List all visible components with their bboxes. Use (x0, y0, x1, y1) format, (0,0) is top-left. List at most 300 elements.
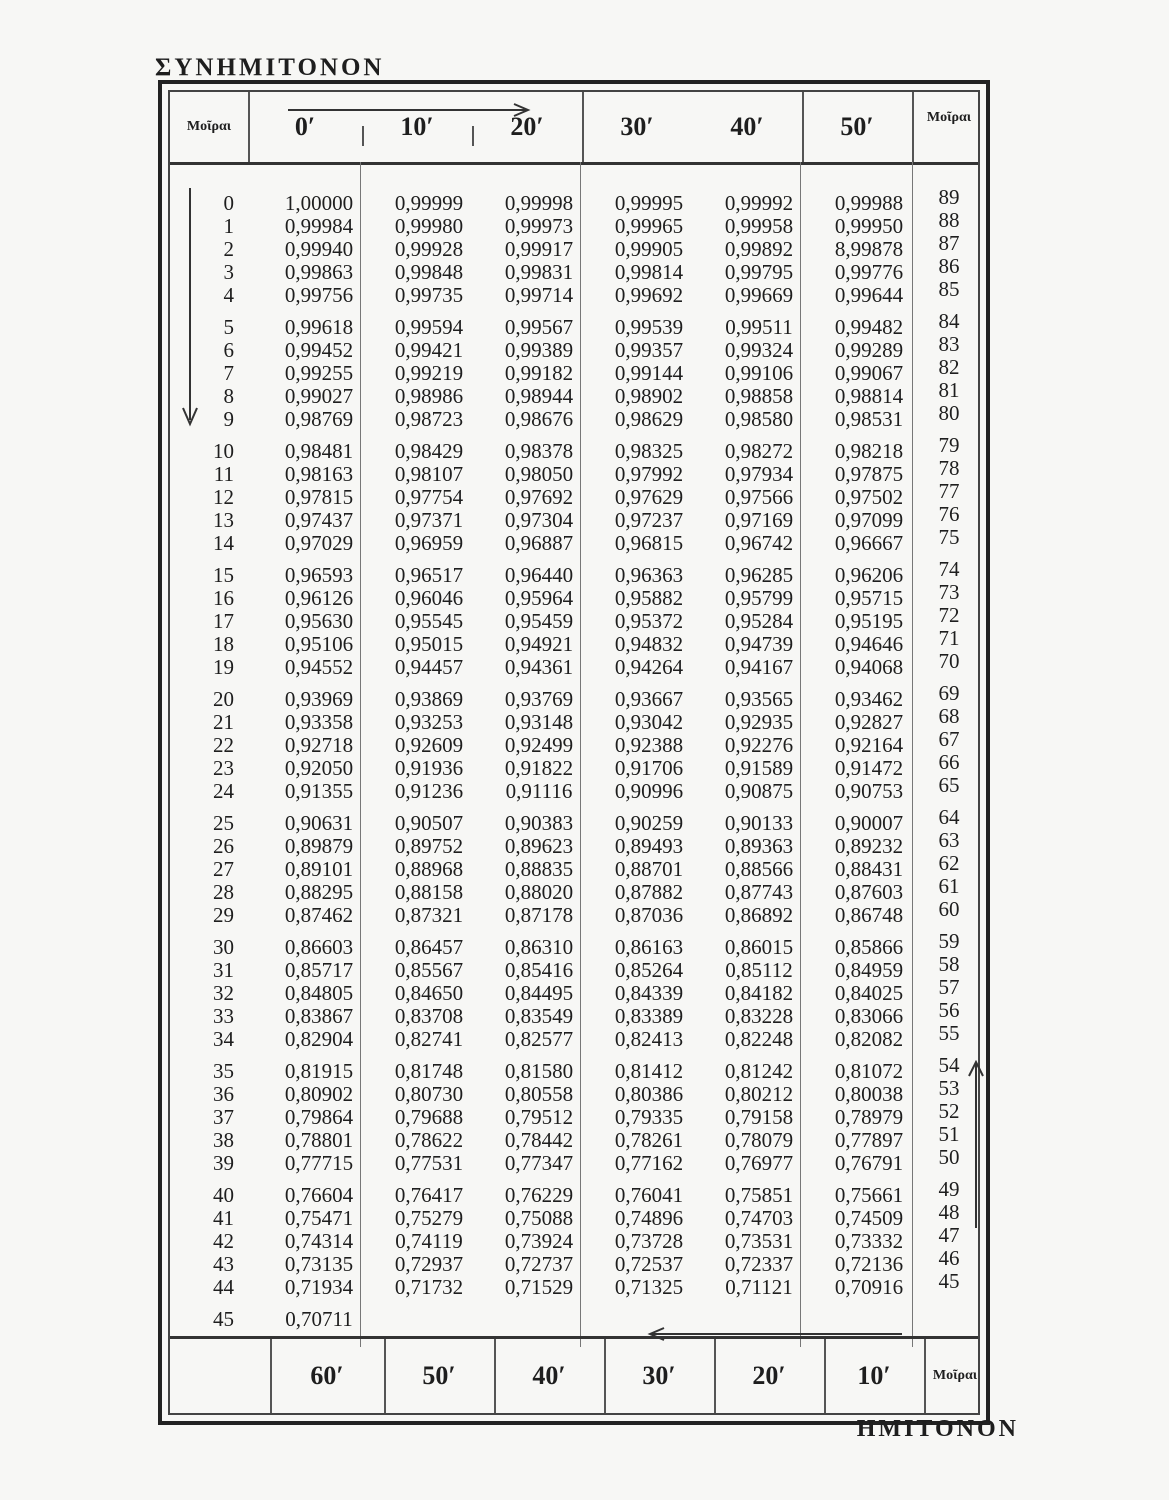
complement-degree-cell: 83 (938, 332, 960, 356)
value-cell: 0,90507 (394, 811, 464, 835)
value-cell: 0,94068 (834, 655, 904, 679)
value-cell: 0,83389 (614, 1004, 684, 1028)
value-cell: 0,81748 (394, 1059, 464, 1083)
value-cell: 0,90259 (614, 811, 684, 835)
value-cell: 0,88431 (834, 857, 904, 881)
value-cell: 0,96206 (834, 563, 904, 587)
value-cell: 0,86163 (614, 935, 684, 959)
value-cell: 0,99995 (614, 191, 684, 215)
table-row (170, 1145, 978, 1175)
value-cell: 0,98769 (284, 407, 354, 431)
value-cell: 0,99950 (834, 214, 904, 238)
header-divider (472, 126, 474, 146)
table-row (170, 704, 978, 734)
value-cell: 0,76604 (284, 1183, 354, 1207)
value-cell: 0,90875 (724, 779, 794, 803)
degree-cell: 33 (213, 1004, 234, 1028)
table-header (170, 92, 978, 165)
value-cell: 0,93565 (724, 687, 794, 711)
value-cell: 0,82577 (504, 1027, 574, 1051)
header-col-10: 10′ (400, 112, 434, 141)
value-cell: 0,91822 (504, 756, 574, 780)
value-cell: 0,84805 (284, 981, 354, 1005)
value-cell: 0,99940 (284, 237, 354, 261)
value-cell: 0,84650 (394, 981, 464, 1005)
footer-col-50: 50′ (422, 1361, 456, 1390)
value-cell: 0,77897 (834, 1128, 904, 1152)
complement-degree-cell: 71 (938, 626, 960, 650)
table-row (170, 1053, 978, 1083)
value-cell: 0,92276 (724, 733, 794, 757)
cosine-title: ΣΥΝΗΜΙΤΟΝΟΝ (155, 54, 385, 81)
value-cell: 0,76041 (614, 1183, 684, 1207)
value-cell: 0,71325 (614, 1275, 684, 1299)
footer-divider (924, 1339, 926, 1413)
value-cell: 0,94167 (724, 655, 794, 679)
table-row (170, 456, 978, 486)
complement-degree-cell: 54 (938, 1053, 960, 1077)
value-cell: 0,77715 (284, 1151, 354, 1175)
value-cell: 0,76791 (834, 1151, 904, 1175)
value-cell: 0,99389 (504, 338, 574, 362)
value-cell: 0,98580 (724, 407, 794, 431)
value-cell: 0,78442 (504, 1128, 574, 1152)
degree-cell: 13 (213, 508, 234, 532)
complement-degree-cell: 73 (938, 580, 960, 604)
value-cell: 0,99324 (724, 338, 794, 362)
table-row (170, 580, 978, 610)
degree-cell: 41 (213, 1206, 234, 1230)
complement-degree-cell: 85 (938, 277, 960, 301)
complement-degree-cell: 64 (938, 805, 960, 829)
value-cell: 0,95882 (614, 586, 684, 610)
value-cell: 0,99795 (724, 260, 794, 284)
value-cell: 0,83066 (834, 1004, 904, 1028)
value-cell: 0,72136 (834, 1252, 904, 1276)
value-cell: 0,99357 (614, 338, 684, 362)
value-cell: 0,89363 (724, 834, 794, 858)
value-cell: 0,97692 (504, 485, 574, 509)
value-cell: 0,86310 (504, 935, 574, 959)
value-cell: 0,75279 (394, 1206, 464, 1230)
value-cell: 0,99776 (834, 260, 904, 284)
value-cell: 0,73924 (504, 1229, 574, 1253)
header-col-20: 20′ (510, 112, 544, 141)
value-cell: 0,71121 (725, 1275, 793, 1299)
value-cell: 0,99594 (394, 315, 464, 339)
value-cell: 0,86603 (284, 935, 354, 959)
value-cell: 0,77162 (614, 1151, 684, 1175)
value-cell: 0,87603 (834, 880, 904, 904)
value-cell: 0,98531 (834, 407, 904, 431)
value-cell (374, 1308, 484, 1331)
degree-cell: 43 (213, 1252, 234, 1276)
value-cell: 0,81242 (724, 1059, 794, 1083)
value-cell: 0,99692 (614, 283, 684, 307)
footer-divider (494, 1339, 496, 1413)
value-cell: 0,75851 (724, 1183, 794, 1207)
value-cell: 0,85264 (614, 958, 684, 982)
value-cell: 0,98481 (284, 439, 354, 463)
degree-cell: 14 (213, 531, 234, 555)
degree-cell: 16 (213, 586, 234, 610)
value-cell: 0,88295 (284, 880, 354, 904)
table-row (170, 502, 978, 532)
table-row (170, 1076, 978, 1106)
value-cell: 0,95195 (834, 609, 904, 633)
table-row (170, 309, 978, 339)
value-cell: 0,98429 (394, 439, 464, 463)
value-cell: 0,83867 (284, 1004, 354, 1028)
value-cell: 0,95715 (834, 586, 904, 610)
value-cell: 0,91236 (394, 779, 464, 803)
value-cell: 0,79688 (394, 1105, 464, 1129)
complement-degree-cell: 59 (938, 929, 960, 953)
degree-cell: 21 (213, 710, 234, 734)
footer-col-10: 10′ (857, 1361, 891, 1390)
table-row (170, 1269, 978, 1299)
value-cell: 0,88566 (724, 857, 794, 881)
table-row (170, 525, 978, 555)
value-cell: 0,98986 (394, 384, 464, 408)
degree-cell: 11 (213, 462, 234, 486)
value-cell: 0,96959 (394, 531, 464, 555)
value-cell: 0,89879 (284, 834, 354, 858)
degree-cell: 22 (213, 733, 234, 757)
value-cell: 0,97099 (834, 508, 904, 532)
value-cell: 0,87321 (394, 903, 464, 927)
degree-cell: 29 (213, 903, 234, 927)
value-cell: 0,96742 (724, 531, 794, 555)
degree-cell: 35 (213, 1059, 234, 1083)
value-cell: 0,98902 (614, 384, 684, 408)
value-cell: 0,79335 (614, 1105, 684, 1129)
value-cell: 0,85567 (394, 958, 464, 982)
complement-degree-cell: 89 (938, 185, 960, 209)
value-cell: 0,80038 (834, 1082, 904, 1106)
value-cell: 0,85416 (504, 958, 574, 982)
value-cell: 0,99814 (614, 260, 684, 284)
value-cell: 0,98944 (504, 384, 574, 408)
value-cell: 0,82248 (724, 1027, 794, 1051)
value-cell: 8,99878 (834, 237, 904, 261)
table-row (170, 851, 978, 881)
value-cell: 0,72537 (614, 1252, 684, 1276)
table-row (170, 433, 978, 463)
header-moirai-right: Μοῖραι (926, 110, 972, 125)
value-cell: 0,99644 (834, 283, 904, 307)
value-cell: 0,93253 (394, 710, 464, 734)
value-cell: 0,73135 (284, 1252, 354, 1276)
table-row (170, 401, 978, 431)
value-cell: 0,87462 (284, 903, 354, 927)
complement-degree-cell: 45 (938, 1269, 960, 1293)
value-cell: 0,90631 (284, 811, 354, 835)
complement-degree-cell: 80 (938, 401, 960, 425)
value-cell: 0,95284 (724, 609, 794, 633)
header-col-30: 30′ (620, 112, 654, 141)
value-cell: 0,74896 (614, 1206, 684, 1230)
table-row (170, 603, 978, 633)
value-cell: 0,91472 (834, 756, 904, 780)
value-cell: 0,92388 (614, 733, 684, 757)
value-cell: 0,84959 (834, 958, 904, 982)
complement-degree-cell: 72 (938, 603, 960, 627)
value-cell: 0,94264 (614, 655, 684, 679)
degree-cell: 3 (223, 260, 234, 284)
value-cell: 0,98858 (724, 384, 794, 408)
degree-cell: 39 (213, 1151, 234, 1175)
value-cell: 0,93667 (614, 687, 684, 711)
value-cell: 0,99027 (284, 384, 354, 408)
degree-cell: 8 (223, 384, 234, 408)
value-cell: 0,98163 (284, 462, 354, 486)
value-cell: 0,99421 (394, 338, 464, 362)
value-cell: 0,98107 (394, 462, 464, 486)
table-row (170, 1246, 978, 1276)
value-cell: 0,75471 (284, 1206, 354, 1230)
value-cell: 0,98050 (504, 462, 574, 486)
value-cell: 0,78261 (614, 1128, 684, 1152)
value-cell: 0,96440 (504, 563, 574, 587)
value-cell: 0,94832 (614, 632, 684, 656)
degree-cell: 1 (223, 214, 234, 238)
value-cell: 0,99669 (724, 283, 794, 307)
table-row (170, 332, 978, 362)
footer-divider (714, 1339, 716, 1413)
value-cell: 0,76417 (394, 1183, 464, 1207)
value-cell: 0,81915 (284, 1059, 354, 1083)
value-cell: 0,98676 (504, 407, 574, 431)
degree-cell: 28 (213, 880, 234, 904)
value-cell: 0,72337 (724, 1252, 794, 1276)
value-cell: 0,81412 (614, 1059, 684, 1083)
footer-moirai: Μοῖραι (932, 1368, 978, 1383)
value-cell: 0,70711 (285, 1307, 353, 1331)
value-cell: 0,99289 (834, 338, 904, 362)
value-cell: 1,00000 (284, 191, 354, 215)
degree-cell: 38 (213, 1128, 234, 1152)
value-cell: 0,95545 (394, 609, 464, 633)
value-cell: 0,88158 (394, 880, 464, 904)
value-cell: 0,79864 (284, 1105, 354, 1129)
table-row (170, 1122, 978, 1152)
value-cell: 0,96126 (284, 586, 354, 610)
degree-cell: 20 (213, 687, 234, 711)
value-cell: 0,74314 (284, 1229, 354, 1253)
value-cell: 0,97502 (834, 485, 904, 509)
value-cell: 0,87882 (614, 880, 684, 904)
degree-cell: 44 (213, 1275, 234, 1299)
value-cell: 0,97371 (394, 508, 464, 532)
complement-degree-cell: 82 (938, 355, 960, 379)
table-row (170, 1021, 978, 1051)
degree-cell: 9 (223, 407, 234, 431)
footer-divider (270, 1339, 272, 1413)
degree-cell: 42 (213, 1229, 234, 1253)
value-cell: 0,99144 (614, 361, 684, 385)
table-row (170, 355, 978, 385)
table-row (170, 750, 978, 780)
header-col-0: 0′ (294, 112, 316, 141)
table-row (170, 254, 978, 284)
complement-degree-cell: 52 (938, 1099, 960, 1123)
value-cell: 0,99999 (394, 191, 464, 215)
value-cell: 0,90996 (614, 779, 684, 803)
complement-degree-cell: 55 (938, 1021, 960, 1045)
value-cell: 0,84495 (504, 981, 574, 1005)
value-cell: 0,90383 (504, 811, 574, 835)
value-cell: 0,92609 (394, 733, 464, 757)
degree-cell: 30 (213, 935, 234, 959)
degree-cell: 25 (213, 811, 234, 835)
value-cell: 0,95630 (284, 609, 354, 633)
value-cell: 0,82904 (284, 1027, 354, 1051)
value-cell: 0,94921 (504, 632, 574, 656)
complement-degree-cell: 61 (938, 874, 960, 898)
complement-degree-cell: 87 (938, 231, 960, 255)
value-cell: 0,92827 (834, 710, 904, 734)
value-cell: 0,87178 (504, 903, 574, 927)
value-cell: 0,99965 (614, 214, 684, 238)
complement-degree-cell: 88 (938, 208, 960, 232)
table-row (170, 681, 978, 711)
value-cell: 0,70916 (834, 1275, 904, 1299)
value-cell: 0,99219 (394, 361, 464, 385)
degree-cell: 45 (213, 1307, 234, 1331)
table-inner (168, 90, 980, 1415)
value-cell: 0,96593 (284, 563, 354, 587)
value-cell: 0,77347 (504, 1151, 574, 1175)
footer-divider (824, 1339, 826, 1413)
complement-degree-cell: 77 (938, 479, 960, 503)
value-cell: 0,99892 (724, 237, 794, 261)
value-cell: 0,98272 (724, 439, 794, 463)
value-cell: 0,99905 (614, 237, 684, 261)
complement-degree-cell: 57 (938, 975, 960, 999)
value-cell: 0,97029 (284, 531, 354, 555)
value-cell: 0,99511 (725, 315, 793, 339)
table-row (170, 828, 978, 858)
degree-cell: 4 (223, 283, 234, 307)
complement-degree-cell: 48 (938, 1200, 960, 1224)
value-cell: 0,96285 (724, 563, 794, 587)
complement-degree-cell: 79 (938, 433, 960, 457)
value-cell: 0,99984 (284, 214, 354, 238)
table-row (170, 773, 978, 803)
complement-degree-cell: 74 (938, 557, 960, 581)
value-cell: 0,96667 (834, 531, 904, 555)
value-cell: 0,78979 (834, 1105, 904, 1129)
value-cell: 0,98378 (504, 439, 574, 463)
value-cell: 0,99980 (394, 214, 464, 238)
value-cell: 0,98814 (834, 384, 904, 408)
value-cell: 0,82082 (834, 1027, 904, 1051)
value-cell: 0,93869 (394, 687, 464, 711)
value-cell: 0,99973 (504, 214, 574, 238)
degree-cell: 15 (213, 563, 234, 587)
value-cell: 0,95372 (614, 609, 684, 633)
value-cell: 0,72937 (394, 1252, 464, 1276)
value-cell: 0,94361 (504, 655, 574, 679)
complement-degree-cell: 67 (938, 727, 960, 751)
value-cell: 0,97169 (724, 508, 794, 532)
value-cell: 0,85112 (725, 958, 793, 982)
value-cell: 0,97437 (284, 508, 354, 532)
value-cell: 0,91706 (614, 756, 684, 780)
value-cell: 0,94552 (284, 655, 354, 679)
value-cell: 0,99482 (834, 315, 904, 339)
table-row (170, 557, 978, 587)
complement-degree-cell: 62 (938, 851, 960, 875)
value-cell: 0,91589 (724, 756, 794, 780)
value-cell: 0,73531 (724, 1229, 794, 1253)
complement-degree-cell: 65 (938, 773, 960, 797)
value-cell: 0,74119 (395, 1229, 463, 1253)
table-row (170, 952, 978, 982)
complement-degree-cell: 53 (938, 1076, 960, 1100)
value-cell: 0,97992 (614, 462, 684, 486)
complement-degree-cell: 60 (938, 897, 960, 921)
value-cell: 0,88968 (394, 857, 464, 881)
value-cell: 0,99831 (504, 260, 574, 284)
footer-col-30: 30′ (642, 1361, 676, 1390)
complement-degree-cell: 49 (938, 1177, 960, 1201)
footer-divider (384, 1339, 386, 1413)
value-cell: 0,88020 (504, 880, 574, 904)
table-row (170, 929, 978, 959)
value-cell: 0,99998 (504, 191, 574, 215)
value-cell: 0,97754 (394, 485, 464, 509)
value-cell: 0,99756 (284, 283, 354, 307)
value-cell: 0,91116 (505, 779, 573, 803)
degree-cell: 27 (213, 857, 234, 881)
degree-cell: 34 (213, 1027, 234, 1051)
degree-cell: 2 (223, 237, 234, 261)
value-cell: 0,76229 (504, 1183, 574, 1207)
value-cell: 0,97629 (614, 485, 684, 509)
complement-degree-cell: 84 (938, 309, 960, 333)
complement-degree-cell: 51 (938, 1122, 960, 1146)
value-cell: 0,95964 (504, 586, 574, 610)
table-row (170, 649, 978, 679)
degree-cell: 6 (223, 338, 234, 362)
value-cell: 0,95459 (504, 609, 574, 633)
value-cell: 0,84025 (834, 981, 904, 1005)
value-cell: 0,99452 (284, 338, 354, 362)
complement-degree-cell: 75 (938, 525, 960, 549)
table-row (170, 874, 978, 904)
value-cell: 0,96815 (614, 531, 684, 555)
table-row (170, 277, 978, 307)
sine-title: ΗΜΙΤΟΝΟΝ (856, 1416, 1019, 1442)
value-cell: 0,89623 (504, 834, 574, 858)
degree-cell: 17 (213, 609, 234, 633)
value-cell: 0,89493 (614, 834, 684, 858)
degree-cell: 18 (213, 632, 234, 656)
value-cell: 0,79512 (504, 1105, 574, 1129)
value-cell: 0,92164 (834, 733, 904, 757)
value-cell: 0,93358 (284, 710, 354, 734)
value-cell: 0,97875 (834, 462, 904, 486)
value-cell: 0,97934 (724, 462, 794, 486)
complement-degree-cell: 78 (938, 456, 960, 480)
value-cell: 0,98218 (834, 439, 904, 463)
value-cell: 0,77531 (394, 1151, 464, 1175)
complement-degree-cell: 68 (938, 704, 960, 728)
value-cell: 0,95015 (394, 632, 464, 656)
table-row (170, 727, 978, 757)
